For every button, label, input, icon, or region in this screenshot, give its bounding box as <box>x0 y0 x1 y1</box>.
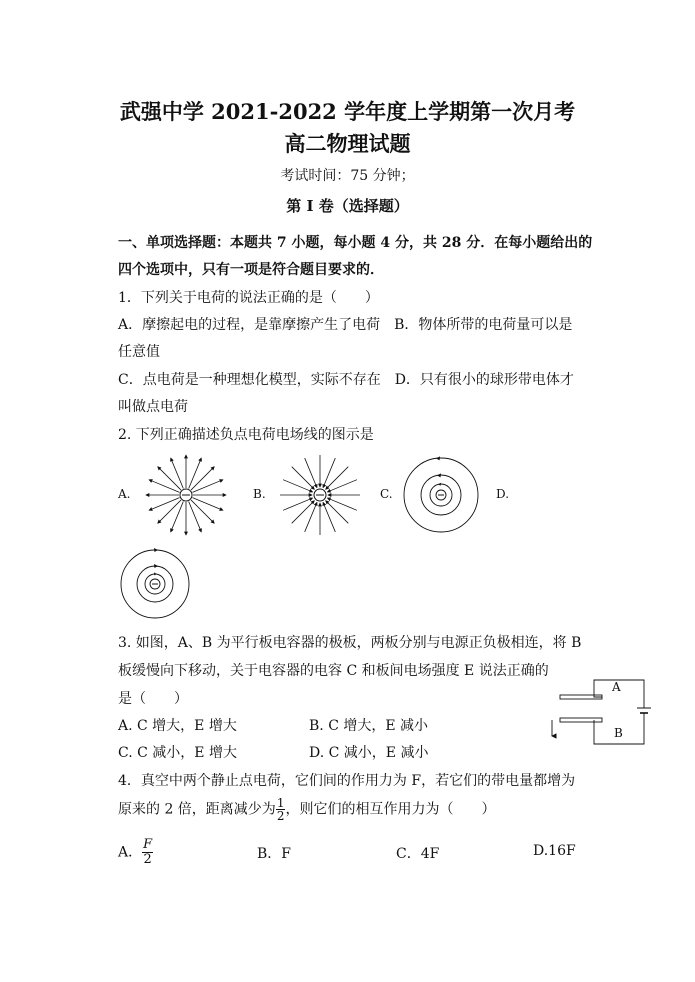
q4-option-c: C．4F <box>396 846 440 862</box>
field-line <box>326 467 349 490</box>
q2-figure-a <box>146 450 226 540</box>
field-line <box>327 498 357 510</box>
q4-line1: 4．真空中两个静止点电荷，它们间的作用力为 F，若它们的带电量都增为 <box>118 773 576 789</box>
q4-option-d: D.16F <box>533 843 576 859</box>
q1-stem: 1．下列关于电荷的说法正确的是（ ） <box>118 290 379 306</box>
q4-option-a-fraction: $\frac{F}{2}$ <box>143 837 153 867</box>
q1-options-cd: C．点电荷是一种理想化模型，实际不存在 D．只有很小的球形带电体才 <box>118 372 574 388</box>
q3-line3: 是（ ） <box>118 691 188 707</box>
exam-time: 考试时间：75 分钟； <box>280 168 415 184</box>
q2-option-b-label: B. <box>253 487 266 501</box>
q2-option-a-label: A. <box>118 487 131 501</box>
field-line <box>158 467 181 490</box>
volume-heading: 第 I 卷（选择题） <box>286 197 409 215</box>
field-line <box>292 467 315 490</box>
q1-options-ab: A．摩擦起电的过程，是靠摩擦产生了电荷 B．物体所带的电荷量可以是 <box>118 317 573 333</box>
field-line <box>171 501 184 531</box>
q3-line1: 3. 如图，A、B 为平行板电容器的极板，两板分别与电源正负极相连，将 B <box>118 635 582 651</box>
q3-capacitor-diagram <box>546 676 656 752</box>
field-line <box>323 502 335 532</box>
field-line <box>158 500 181 523</box>
field-line <box>323 458 335 488</box>
field-line <box>191 467 214 490</box>
q4-option-a-label: A． <box>118 844 143 861</box>
q4-fraction: $\frac{1}{2}$ <box>276 796 285 823</box>
field-line <box>305 458 317 488</box>
q2-figure-c <box>402 456 480 534</box>
exam-subtitle: 高二物理试题 <box>284 131 411 156</box>
q2-option-c-label: C. <box>380 487 393 501</box>
q1-options-cd-cont: 叫做点电荷 <box>118 399 188 415</box>
section-heading-line2: 四个选项中，只有一项是符合题目要求的． <box>118 262 384 278</box>
q3-option-c: C. C 减小，E 增大 <box>118 745 237 761</box>
field-line <box>189 501 202 531</box>
field-line <box>283 498 313 510</box>
q4-line2-pre: 原来的 2 倍，距离减少为 <box>118 801 276 818</box>
field-line <box>149 498 179 511</box>
field-line <box>191 500 214 523</box>
q4-option-a <box>118 838 153 867</box>
q3-plate-a-label: A <box>612 680 621 694</box>
field-line <box>149 480 179 493</box>
q3-option-b: B. C 增大，E 减小 <box>309 718 429 734</box>
q3-option-d: D. C 减小，E 减小 <box>309 745 429 761</box>
q3-line2: 板缓慢向下移动，关于电容器的电容 C 和板间电场强度 E 说法正确的 <box>118 663 549 679</box>
field-line <box>283 480 313 492</box>
field-line <box>171 458 184 488</box>
field-line <box>192 480 222 493</box>
q2-option-d-label: D. <box>496 487 510 501</box>
field-line <box>292 501 315 524</box>
q4-line2-post: ，则它们的相互作用力为（ ） <box>285 801 496 818</box>
q4-option-b: B．F <box>257 846 292 862</box>
q3-plate-b-label: B <box>614 726 623 740</box>
q1-options-ab-cont: 任意值 <box>118 344 160 360</box>
field-line <box>327 480 357 492</box>
q4-line2 <box>118 797 495 822</box>
q2-figure-d <box>120 548 190 620</box>
field-line <box>326 501 349 524</box>
q2-stem: 2. 下列正确描述负点电荷电场线的图示是 <box>118 427 374 443</box>
field-line <box>189 458 202 488</box>
exam-title: 武强中学 2021-2022 学年度上学期第一次月考 <box>119 99 576 124</box>
field-line <box>305 502 317 532</box>
field-line <box>192 498 222 511</box>
section-heading-line1: 一、单项选择题：本题共 7 小题，每小题 4 分，共 28 分．在每小题给出的 <box>118 235 593 251</box>
q2-figure-b <box>278 450 362 540</box>
q3-option-a: A. C 增大，E 增大 <box>118 718 237 734</box>
